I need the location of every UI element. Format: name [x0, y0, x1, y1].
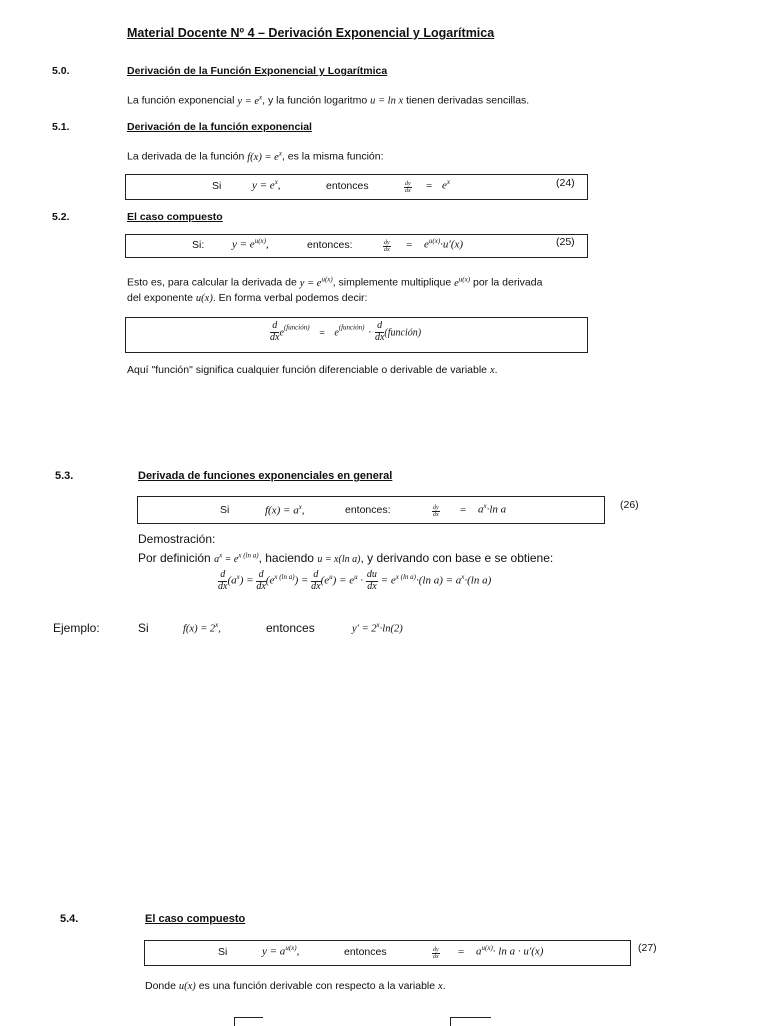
eq25-si: Si:: [192, 239, 205, 251]
math-inline: $y = e^x$: [237, 93, 263, 107]
eq27-y: $y = a^{u(x)}$,: [262, 944, 300, 958]
sqrt-fragment: [234, 1017, 263, 1026]
text-part: tienen derivadas sencillas.: [406, 94, 530, 107]
eq-number-26: (26): [620, 499, 639, 511]
sqrt-fragment: [450, 1017, 491, 1026]
section-5-0-text: [127, 93, 529, 107]
eq26-f: $f(x) = a^x$,: [265, 503, 305, 517]
donde-line: Donde u(x) es una función derivable con respecto a la variable x.: [145, 980, 446, 992]
eq25-y: $y = e^{u(x)}$,: [232, 237, 269, 251]
definition-line: Por definición $a^x = e^{x (ln a)}$, haciendo u = x(ln a), y derivando con base e se obtiene:: [138, 551, 554, 565]
eq24-then: entonces: [326, 180, 369, 192]
math-inline: u = ln x: [370, 95, 404, 107]
section-heading-5-0: Derivación de la Función Exponencial y Logarítmica: [127, 65, 388, 77]
eq27-then: entonces: [344, 946, 387, 958]
section-number-5-2: 5.2.: [52, 211, 70, 223]
text-part: , y la función logaritmo: [262, 94, 368, 107]
text-part: La función exponencial: [127, 94, 235, 107]
eq24-eq: =: [426, 180, 433, 192]
eq26-then: entonces:: [345, 504, 391, 516]
eq-number-25: (25): [556, 236, 575, 248]
eq25-eq: =: [406, 239, 413, 251]
verbal-formula: $\frac{d}{dx}$ $e^{(función)} = e^{(función)}$ · $\frac{d}{dx}$ (función): [270, 320, 422, 343]
ejemplo-result: $y' = 2^x\cdot\ln(2)$: [352, 621, 403, 635]
eq-number-27: (27): [638, 942, 657, 954]
eq24-y: $y = e^x$,: [252, 178, 281, 192]
section-5-1-text: La derivada de la función $f(x) = e^x$, es la misma función:: [127, 149, 384, 163]
eq27-si: Si: [218, 946, 228, 958]
ejemplo-label: Ejemplo:: [53, 621, 100, 635]
section-5-2-text-line1: Esto es, para calcular la derivada de $y = e^{u(x)}$, simplemente multiplique $e^{u(x)}$ por la derivada: [127, 275, 543, 289]
eq-number-24: (24): [556, 177, 575, 189]
eq25-dydx: $\frac{dy}{dx}$: [384, 239, 390, 253]
section-number-5-1: 5.1.: [52, 121, 70, 133]
page-title: Material Docente Nº 4 – Derivación Exponencial y Logarítmica: [127, 26, 495, 40]
note-funcion: Aquí "función" significa cualquier función diferenciable o derivable de variable x.: [127, 364, 498, 376]
eq26-dydx: $\frac{dy}{dx}$: [433, 504, 439, 518]
eq24-si: Si: [212, 180, 222, 192]
eq26-eq: =: [460, 504, 467, 516]
eq27-dydx: $\frac{dy}{dx}$: [433, 946, 439, 960]
ejemplo-si: Si: [138, 621, 149, 635]
eq26-si: Si: [220, 504, 230, 516]
eq24-dydx: $\frac{dy}{dx}$: [405, 180, 411, 194]
eq26-rhs: $a^x\cdot\ln$ a: [478, 502, 507, 516]
section-heading-5-4: El caso compuesto: [145, 913, 246, 925]
section-number-5-4: 5.4.: [60, 913, 79, 925]
section-number-5-3: 5.3.: [55, 470, 74, 482]
eq25-rhs: $e^{u(x)}\cdot u'(x)$: [424, 237, 464, 251]
eq27-rhs: $a^{u(x)}\cdot \ln a \cdot u'(x)$: [476, 944, 544, 958]
section-heading-5-1: Derivación de la función exponencial: [127, 121, 312, 133]
eq24-rhs: $e^x$: [442, 178, 450, 192]
derivation-formula: $\frac{d}{dx}$ $(a^x)$ = $\frac{d}{dx}$ $(e^{x (ln a)})$ = $\frac{d}{dx}$ $(e^u) = e^u$ · $\frac{du}{dx}$ = $e^{x (ln a)}\cdot(\ln$ $a) = a^x\cdot(\ln$ a): [218, 569, 492, 592]
eq27-eq: =: [458, 946, 465, 958]
ejemplo-f: $f(x) = 2^x$,: [183, 621, 221, 635]
eq25-then: entonces:: [307, 239, 353, 251]
demostracion-label: Demostración:: [138, 532, 216, 546]
section-heading-5-3: Derivada de funciones exponenciales en general: [138, 470, 393, 482]
ejemplo-then: entonces: [266, 621, 315, 635]
section-heading-5-2: El caso compuesto: [127, 211, 223, 223]
section-5-2-text-line2: del exponente u(x). En forma verbal podemos decir:: [127, 292, 368, 304]
section-number-5-0: 5.0.: [52, 65, 70, 77]
